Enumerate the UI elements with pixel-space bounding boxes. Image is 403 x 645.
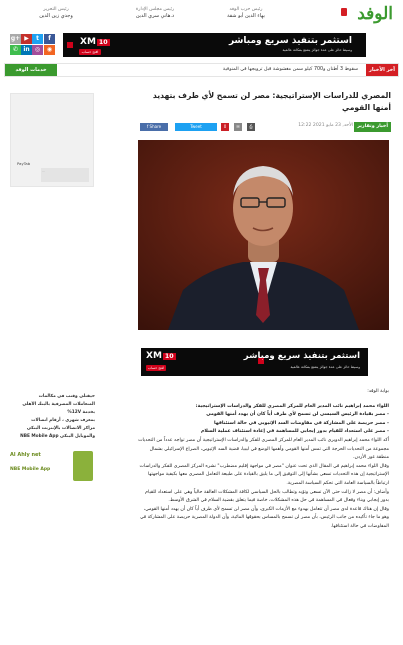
portrait-image [138, 140, 389, 330]
paytab-logo: PayTab [17, 161, 31, 166]
chief-party-head [210, 6, 282, 20]
pinterest-icon[interactable]: 0 [221, 123, 229, 131]
article-paragraph: - مصر حريصة على المشاركة في مفاوضات السد الإثيوبي في حالة استئنافها [213, 420, 389, 426]
news-ticker-bar [4, 63, 399, 77]
email-icon[interactable]: ✉ [234, 123, 242, 131]
tweet-button[interactable]: Tweet [175, 123, 217, 131]
ad-subline: وسيط حائز على عدة جوائز يتمتع بمكانة عالمية [290, 365, 360, 369]
bank-ad-line: مراكز الاتصالات بالإنترنت البنكي [26, 426, 95, 431]
logo-stripe [341, 8, 347, 16]
bank-ad-line: حيقتلي وقتب في مكالمات [38, 394, 95, 399]
bank-ad-line: المتعاملات المصرفية بالبنك الأهلي بخدمة 12V% [22, 402, 95, 415]
instagram-icon[interactable]: ◎ [32, 45, 43, 55]
chief-name: بهاء الدين أبو شقة [227, 13, 265, 19]
xm-logo: XM 10 [146, 351, 174, 361]
chief-name: وجدي زين الدين [39, 13, 73, 19]
bank-ad-line: بمعرف شهري ، أرقام اتصالات [31, 418, 95, 423]
xm-banner-ad-top[interactable] [63, 33, 366, 57]
article-paragraph: - مصر بقيادة الرئيس السيسي لن تسمح لأي طرف أياً كان أن يهدد أمنها القومي [206, 412, 389, 418]
article-paragraph: اللواء محمد إبراهيم نائب المدير العام للمركز المصري للفكر والدراسات الإستراتيجية: [195, 403, 389, 409]
bank-ad-line: والموبايل البنكي NBE Mobile App [20, 434, 95, 439]
chief-name: د.هاني سري الدين [135, 13, 175, 19]
xm-logo: XM 10 [80, 37, 108, 47]
breaking-news-label[interactable]: آخر الأخبار [366, 64, 398, 76]
twitter-icon[interactable]: t [32, 34, 43, 44]
facebook-icon[interactable]: f [44, 34, 55, 44]
chief-editor [20, 6, 92, 20]
ticker-headline[interactable]: سقوط 3 أطنان و700 كيلو سمن مغشوشة قبل ترويجها في المنوفية [222, 67, 358, 72]
article-paragraph: وقال اللواء محمد إبراهيم في المقال الذي تحت عنوان "مصر في مواجهة إقليم مضطرب" نشره المركز المصري للفكر والدراسات الإستراتيجية إن هذه التحديات تسعى بشأنها إلى التوفيق إلى ما يليق بالقيادة على طبيعة التعامل المصري معها بكيفية مواجهتها ارتباطاً بالسياسة العامة التي تحكم السياسة المصرية. [139, 463, 389, 486]
article-paragraph: وأضاف: أن مصر لا زالت حتى الآن تسعى وتؤيد وتطالب بالحل السياسي لكافة المشكلات العالقة حالياً وهي على استعداد للقيام بدور إيجابي وبناء وفعال في المساهمة في حل هذه المشكلات، خاصة فيما يتعلق بقضية السلام في الشرق الأوسط. [145, 489, 389, 504]
phone-illustration [73, 451, 93, 481]
ad-small-print: ... [41, 168, 89, 182]
rss-icon[interactable]: ◉ [44, 45, 55, 55]
services-button[interactable]: خدمات الوفد [5, 64, 57, 76]
nbe-mobile-logo: NBE Mobile App [10, 467, 51, 472]
article-photo [138, 140, 389, 330]
xm-banner-ad-mid[interactable] [141, 348, 368, 376]
al-ahly-net-logo: Al Ahly net [10, 452, 41, 458]
sidebar-ad-paytab[interactable] [10, 93, 94, 187]
ad-square-icon [67, 42, 73, 48]
chief-role: رئيس التحرير [43, 7, 69, 12]
banner-row [0, 31, 403, 57]
youtube-icon[interactable]: ▶ [21, 34, 32, 44]
linkedin-icon[interactable]: in [21, 45, 32, 55]
article-meta [140, 122, 391, 134]
bank-ad-text [10, 393, 95, 441]
site-logo[interactable] [341, 5, 393, 23]
article-date: الأحد, 23 مايو 2021 12:22 [298, 123, 353, 128]
article-title: المصري للدراسات الإستراتيجية: مصر لن تسمح لأي طرف بتهديد أمنها القومي [152, 91, 391, 112]
logo-text: الوفد [357, 4, 393, 24]
sidebar-ad-bank[interactable] [10, 393, 95, 487]
chief-role: رئيس حزب الوفد [229, 7, 263, 12]
category-badge[interactable]: أخبار وتقارير [354, 122, 391, 132]
ad-cta-button[interactable]: افتح حساب [147, 366, 165, 370]
article-paragraph: أكد اللواء محمد إبراهيم الدويري نائب المدير العام للمركز المصري للفكر والدراسات الإستراتيجية أن مصر تواجه عدداً من التحديات مجموعة من التحديات الحرجة التي تمس أمنها القومي وأهمها الوضع في ليبيا، قضية السد الإثيوبي، الصراع الإسرائيلي بشمال منطقة غور الأردن. [138, 437, 389, 461]
article-body [138, 388, 389, 532]
whatsapp-icon[interactable]: ✆ [10, 45, 21, 55]
ad-subline: وسيط حائز على عدة جوائز يتمتع بمكانة عالمية [282, 48, 352, 52]
article-paragraph: وقال إن هناك قاعدة لدى مصر أن تتعامل بهدوء مع الأزمات الكبرى، وأن مصر لن تسمح لأي طرف أياً كان أن يهدد أمنها القومي، وهو ما جاء تأكيده من جانب الرئيس، بأن مصر لن تسمح بالمساس بحقوقها المائية، وأن الدولة المصرية حريصة على المشاركة في المفاوضات في حالة استئنافها. [139, 506, 389, 529]
google-plus-icon[interactable]: g+ [10, 35, 21, 42]
ad-headline: استثمر بتنفيذ سريع ومباشر [228, 36, 352, 46]
article-source: بوابة الوفد: [367, 389, 389, 394]
social-links [10, 34, 56, 56]
ad-cta-button[interactable]: افتح حساب [79, 49, 101, 55]
facebook-share-button[interactable]: f Share [140, 123, 168, 131]
site-header [0, 0, 403, 31]
article-paragraph: - مصر على استعداد للقيام بدور إيجابي للمساهمة في إعادة استئناف عملية السلام [200, 429, 389, 435]
print-icon[interactable]: ⎙ [247, 123, 255, 131]
ad-headline: استثمر بتنفيذ سريع ومباشر [243, 351, 360, 361]
chief-role: رئيس مجلس الإدارة [135, 7, 175, 12]
chief-board-head [118, 6, 192, 20]
